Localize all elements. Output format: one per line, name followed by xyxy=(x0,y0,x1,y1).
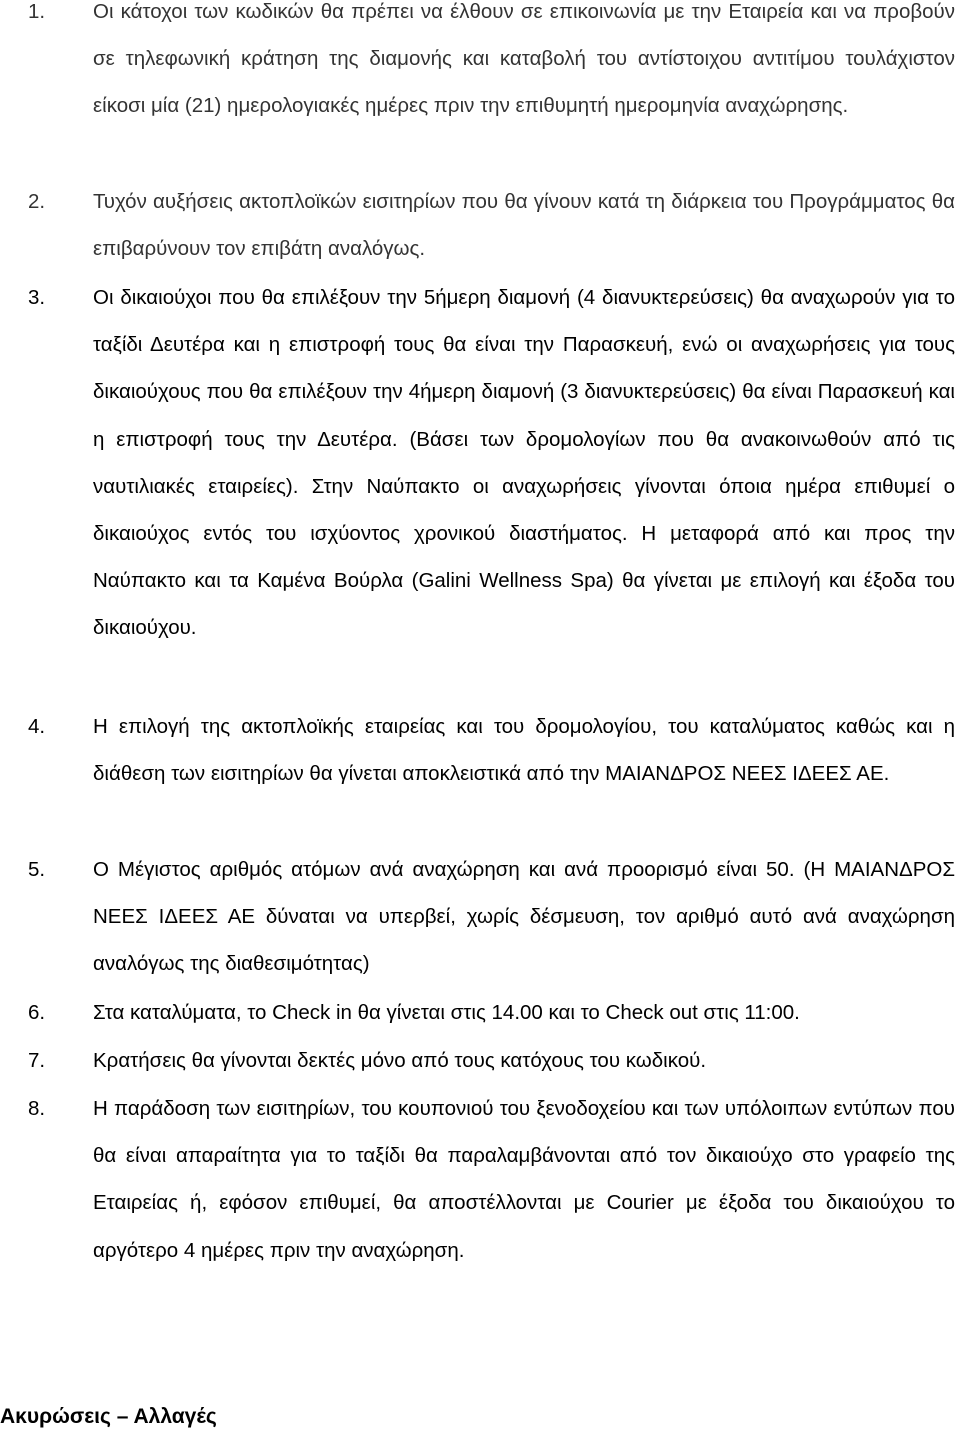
list-text: Ο Μέγιστος αριθμός ατόμων ανά αναχώρηση και ανά προορισμό είναι 50. (Η ΜΑΙΑΝΔΡΟΣ ΝΕΕΣ ΙΔΕΕΣ ΑΕ δύναται να υπερβεί, χωρίς δέσμευση, τον αριθμό αυτό ανά αναχώρηση αναλόγως της διαθεσιμότητας) xyxy=(93,858,955,976)
list-text: Κρατήσεις θα γίνονται δεκτές μόνο από τους κατόχους του κωδικού. xyxy=(93,1049,707,1072)
list-number: 6. xyxy=(28,1001,46,1024)
list-number: 5. xyxy=(28,858,46,881)
list-text: Η επιλογή της ακτοπλοϊκής εταιρείας και του δρομολογίου, του καταλύματος καθώς και η διάθεση των εισιτηρίων θα γίνεται αποκλειστικά από την ΜΑΙΑΝΔΡΟΣ ΝΕΕΣ ΙΔΕΕΣ ΑΕ. xyxy=(93,715,955,786)
list-number: 2. xyxy=(28,190,46,213)
list-text: Οι κάτοχοι των κωδικών θα πρέπει να έλθουν σε επικοινωνία με την Εταιρεία και να προβούν σε τηλεφωνική κράτηση της διαμονής και καταβολή του αντίστοιχου αντιτίμου τουλάχιστον είκοσι μία (21) ημερολογιακές ημέρες πριν την επιθυμητή ημερομηνία αναχώρησης. xyxy=(93,0,955,118)
list-text: Στα καταλύματα, το Check in θα γίνεται στις 14.00 και το Check out στις 11:00. xyxy=(93,1001,800,1024)
list-number: 7. xyxy=(28,1049,46,1072)
list-text: Η παράδοση των εισιτηρίων, του κουπονιού του ξενοδοχείου και των υπόλοιπων εντύπων που θα είναι απαραίτητα για το ταξίδι θα παραλαμβάνονται από τον δικαιούχο στο γραφείο της Εταιρείας ή, εφόσον επιθυμεί, θα αποστέλλονται με Courier με έξοδα του δικαιούχου το αργότερο 4 ημέρες πριν την αναχώρηση. xyxy=(93,1097,955,1262)
section-heading-cancellations: Ακυρώσεις – Αλλαγές xyxy=(0,1405,217,1428)
list-number: 8. xyxy=(28,1097,46,1120)
list-text: Οι δικαιούχοι που θα επιλέξουν την 5ήμερη διαμονή (4 διανυκτερεύσεις) θα αναχωρούν για το ταξίδι Δευτέρα και η επιστροφή τους θα είναι την Παρασκευή, ενώ οι αναχωρήσεις για τους δικαιούχους που θα επιλέξουν την 4ήμερη διαμονή (3 διανυκτερεύσεις) θα είναι Παρασκευή και η επιστροφή τους την Δευτέρα. (Βάσει των δρομολογίων που θα ανακοινωθούν από τις ναυτιλιακές εταιρείες). Στην Ναύπακτο οι αναχωρήσεις γίνονται όποια ημέρα επιθυμεί ο δικαιούχος εντός του ισχύοντος χρονικού διαστήματος. Η μεταφορά από και προς την Ναύπακτο και τα Καμένα Βούρλα (Galini Wellness Spa) θα γίνεται με επιλογή και έξοδα του δικαιούχου. xyxy=(93,286,955,640)
list-number: 3. xyxy=(28,286,46,309)
list-number: 1. xyxy=(28,0,46,23)
list-text: Τυχόν αυξήσεις ακτοπλοϊκών εισιτηρίων που θα γίνουν κατά τη διάρκεια του Προγράμματος θα επιβαρύνουν τον επιβάτη αναλόγως. xyxy=(93,190,955,261)
list-number: 4. xyxy=(28,715,46,738)
